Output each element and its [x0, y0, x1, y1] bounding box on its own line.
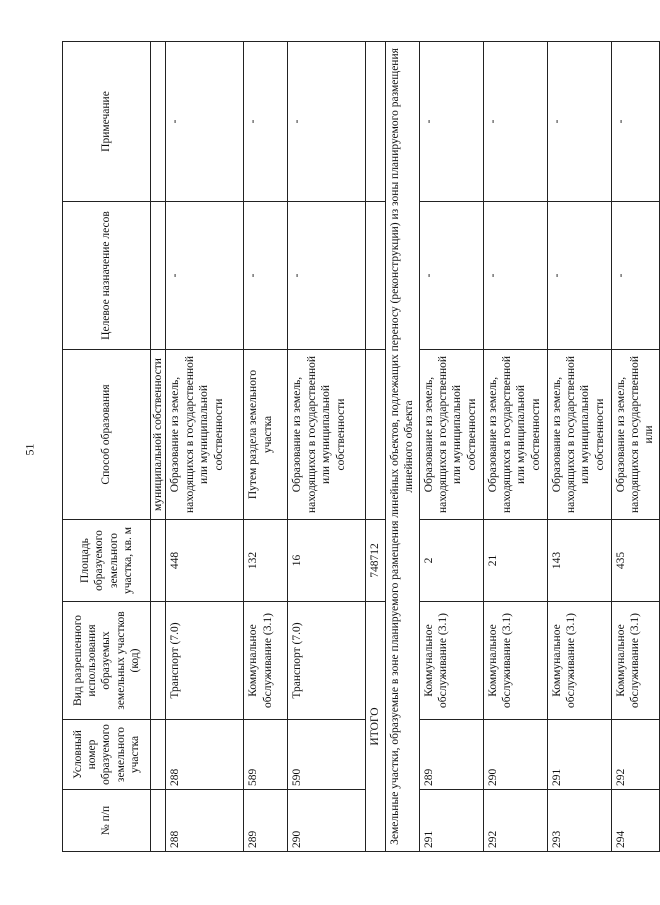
header-method: Способ образования [63, 350, 151, 520]
cell-forest-purpose: - [288, 202, 366, 350]
continuation-text: муниципальной собственности [151, 350, 166, 520]
table-row [288, 42, 366, 852]
cell-method: Образование из земель, находящихся в государственной или муниципальной собственности [288, 350, 366, 520]
table-header-row [63, 42, 151, 852]
table-row [166, 42, 244, 852]
cell-method: Образование из земель, находящихся в государственной или муниципальной собственности [166, 350, 244, 520]
cell-note: - [547, 42, 611, 202]
cell-num: 288 [166, 790, 244, 852]
cell-method: Образование из земель, находящихся в государственной или муниципальной собственности [483, 350, 547, 520]
header-note: Примечание [63, 42, 151, 202]
cell-area: 16 [288, 520, 366, 602]
cell-conditional-number: 292 [611, 720, 659, 790]
cell-num: 293 [547, 790, 611, 852]
section-title: Земельные участки, образуемые в зоне планируемого размещения линейных объектов, подлежащих переносу (реконструкции) из зоны планируемого размещения линейного объекта [385, 42, 419, 852]
table-row [611, 42, 659, 852]
cell-permitted-use: Коммунальное обслуживание (3.1) [611, 602, 659, 720]
cell-permitted-use: Коммунальное обслуживание (3.1) [419, 602, 483, 720]
cell-area: 143 [547, 520, 611, 602]
cell-forest-purpose: - [166, 202, 244, 350]
cell-conditional-number: 590 [288, 720, 366, 790]
cell-area: 2 [419, 520, 483, 602]
cell-forest-purpose: - [547, 202, 611, 350]
total-label: ИТОГО [366, 602, 385, 852]
cell-area: 21 [483, 520, 547, 602]
cell-conditional-number: 291 [547, 720, 611, 790]
header-conditional-number: Условный номер образуемого земельного участка [63, 720, 151, 790]
cell-conditional-number: 290 [483, 720, 547, 790]
total-row [366, 42, 385, 852]
cell-forest-purpose: - [419, 202, 483, 350]
cell-area: 132 [244, 520, 288, 602]
table-row [419, 42, 483, 852]
table-row [547, 42, 611, 852]
header-forest-purpose: Целевое назначение лесов [63, 202, 151, 350]
land-plots-table [62, 41, 660, 852]
rotated-table-page [62, 42, 656, 852]
header-area: Площадь образуемого земельного участка, кв. м [63, 520, 151, 602]
cell-method: Путем раздела земельного участка [244, 350, 288, 520]
cell-note: - [611, 42, 659, 202]
cell-conditional-number: 289 [419, 720, 483, 790]
cell-forest-purpose: - [483, 202, 547, 350]
cell-method: Образование из земель, находящихся в государственной или [611, 350, 659, 520]
cell-permitted-use: Транспорт (7.0) [288, 602, 366, 720]
cell-method: Образование из земель, находящихся в государственной или муниципальной собственности [419, 350, 483, 520]
section-title-row [385, 42, 419, 852]
cell-permitted-use: Транспорт (7.0) [166, 602, 244, 720]
cell-note: - [244, 42, 288, 202]
cell-note: - [288, 42, 366, 202]
cell-conditional-number: 589 [244, 720, 288, 790]
cell-note: - [483, 42, 547, 202]
cell-num: 291 [419, 790, 483, 852]
cell-method: Образование из земель, находящихся в государственной или муниципальной собственности [547, 350, 611, 520]
cell-note: - [166, 42, 244, 202]
cell-num: 294 [611, 790, 659, 852]
cell-area: 448 [166, 520, 244, 602]
continuation-row [151, 42, 166, 852]
table-row [244, 42, 288, 852]
cell-num: 292 [483, 790, 547, 852]
table-row [483, 42, 547, 852]
cell-num: 290 [288, 790, 366, 852]
cell-forest-purpose: - [611, 202, 659, 350]
header-permitted-use: Вид разрешенного использования образуемых земельных участков (код) [63, 602, 151, 720]
cell-permitted-use: Коммунальное обслуживание (3.1) [547, 602, 611, 720]
cell-note: - [419, 42, 483, 202]
cell-num: 289 [244, 790, 288, 852]
page-number: 51 [22, 443, 37, 456]
cell-forest-purpose: - [244, 202, 288, 350]
cell-conditional-number: 288 [166, 720, 244, 790]
cell-permitted-use: Коммунальное обслуживание (3.1) [244, 602, 288, 720]
cell-area: 435 [611, 520, 659, 602]
total-value: 748712 [366, 520, 385, 602]
header-num: № п/п [63, 790, 151, 852]
cell-permitted-use: Коммунальное обслуживание (3.1) [483, 602, 547, 720]
